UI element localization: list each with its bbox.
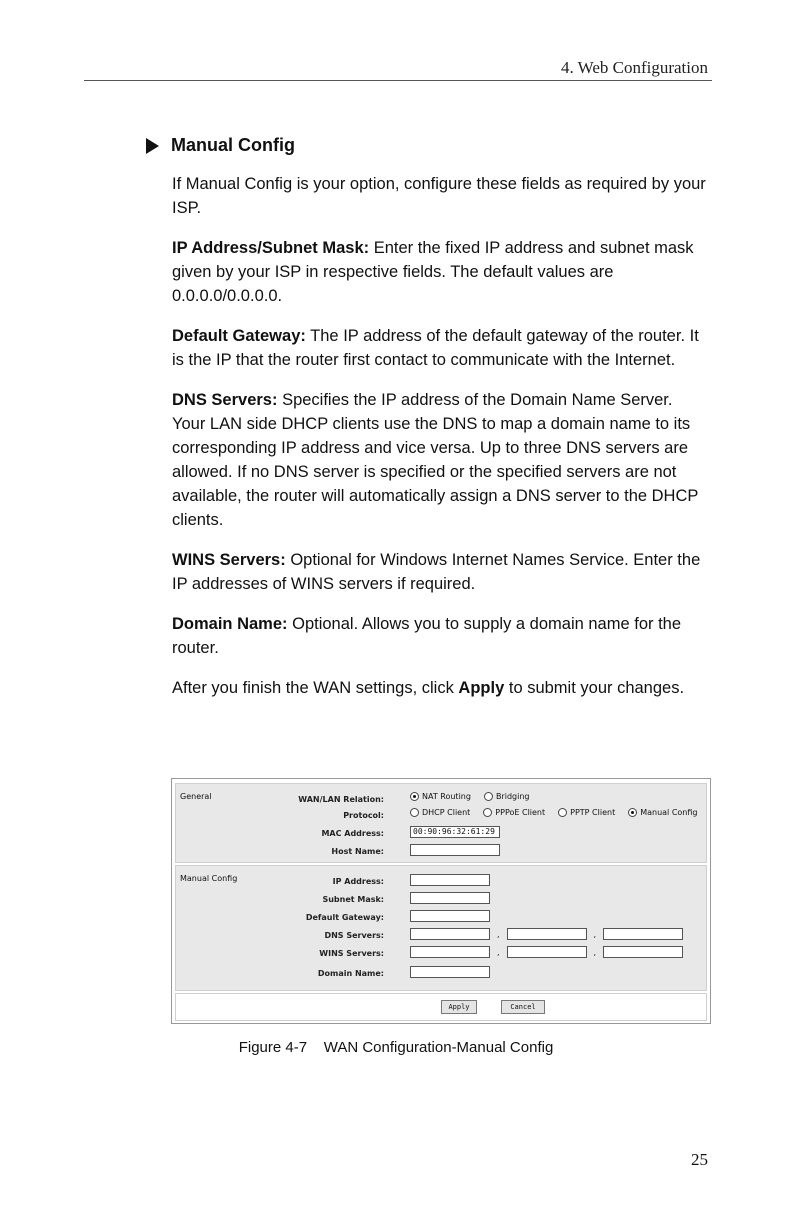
- default-gateway-input[interactable]: [410, 910, 490, 922]
- pppoe-client-option[interactable]: PPPoE Client: [483, 808, 545, 817]
- mac-address-input[interactable]: 00:90:96:32:61:29: [410, 826, 500, 838]
- dns-server-3-input[interactable]: [603, 928, 683, 940]
- section-heading: [146, 135, 706, 156]
- paragraph-dns-servers: DNS Servers: Specifies the IP address of the Domain Name Server. Your LAN side DHCP clients use the DNS to map a domain name to its corresponding IP address and vice versa. Up to three DNS servers are allowed. If no DNS server is specified or the specified servers are not available, the router will automatically assign a DNS server to the DHCP clients.: [172, 391, 699, 529]
- manual-config-option[interactable]: Manual Config: [628, 808, 697, 817]
- paragraph-intro: If Manual Config is your option, configure these fields as required by your ISP.: [172, 175, 706, 217]
- host-row: [176, 844, 706, 860]
- pptp-client-radio[interactable]: [558, 808, 567, 817]
- paragraph-ip-subnet: IP Address/Subnet Mask: Enter the fixed IP address and subnet mask given by your ISP in respective fields. The default values are 0.0.0.0/0.0.0.0.: [172, 239, 694, 305]
- mac-label: MAC Address:: [321, 829, 384, 838]
- domain-name-input[interactable]: [410, 966, 490, 978]
- subnet-row: [176, 892, 706, 908]
- domain-label: Domain Name:: [317, 969, 384, 978]
- nat-routing-radio[interactable]: [410, 792, 419, 801]
- wanlan-row: [176, 792, 706, 808]
- host-label: Host Name:: [331, 847, 384, 856]
- dns-row: DNS Servers: , ,: [176, 928, 706, 944]
- nat-routing-option[interactable]: NAT Routing: [410, 792, 471, 801]
- header-rule: [84, 80, 712, 81]
- wan-config-screenshot: [171, 778, 711, 1024]
- manual-panel-title: Manual Config: [180, 874, 238, 883]
- dns-label: DNS Servers:: [324, 931, 384, 940]
- apply-button[interactable]: Apply: [441, 1000, 477, 1014]
- general-panel-title: General: [180, 792, 212, 801]
- gateway-row: [176, 910, 706, 926]
- subnet-label: Subnet Mask:: [322, 895, 384, 904]
- section-body: [172, 172, 706, 700]
- host-name-input[interactable]: [410, 844, 500, 856]
- protocol-label: Protocol:: [343, 811, 384, 820]
- subnet-mask-input[interactable]: [410, 892, 490, 904]
- paragraph-wins-servers: WINS Servers: Optional for Windows Internet Names Service. Enter the IP addresses of WINS servers if required.: [172, 551, 701, 593]
- bridging-option[interactable]: Bridging: [484, 792, 530, 801]
- paragraph-default-gateway: Default Gateway: The IP address of the default gateway of the router. It is the IP that the router first contact to communicate with the Internet.: [172, 327, 699, 369]
- cancel-button[interactable]: Cancel: [501, 1000, 545, 1014]
- pppoe-client-radio[interactable]: [483, 808, 492, 817]
- term-default-gateway: Default Gateway:: [172, 327, 306, 345]
- paragraph-domain-name: Domain Name: Optional. Allows you to supply a domain name for the router.: [172, 615, 682, 657]
- manual-config-panel: [175, 865, 707, 991]
- dns-server-1-input[interactable]: [410, 928, 490, 940]
- dhcp-client-radio[interactable]: [410, 808, 419, 817]
- term-domain-name: Domain Name:: [172, 615, 288, 633]
- ip-label: IP Address:: [332, 877, 384, 886]
- figure-caption: Figure 4-7 WAN Configuration-Manual Config: [238, 1039, 554, 1056]
- protocol-row: [176, 808, 706, 824]
- play-arrow-icon: [146, 138, 159, 154]
- wins-server-2-input[interactable]: [507, 946, 587, 958]
- manual-config-section: [146, 135, 706, 716]
- wanlan-label: WAN/LAN Relation:: [298, 795, 384, 804]
- running-header: 4. Web Configuration: [560, 58, 708, 77]
- bridging-radio[interactable]: [484, 792, 493, 801]
- wins-server-3-input[interactable]: [603, 946, 683, 958]
- ip-row: [176, 874, 706, 890]
- button-bar: [175, 993, 707, 1021]
- general-panel: [175, 783, 707, 863]
- manual-config-radio[interactable]: [628, 808, 637, 817]
- pptp-client-option[interactable]: PPTP Client: [558, 808, 615, 817]
- paragraph-closing: After you finish the WAN settings, click Apply to submit your changes.: [172, 679, 685, 697]
- dns-server-2-input[interactable]: [507, 928, 587, 940]
- dhcp-client-option[interactable]: DHCP Client: [410, 808, 470, 817]
- mac-row: [176, 826, 706, 842]
- page-number: 25: [691, 1150, 708, 1169]
- term-ip-subnet: IP Address/Subnet Mask:: [172, 239, 370, 257]
- gateway-label: Default Gateway:: [305, 913, 384, 922]
- wins-row: WINS Servers: , ,: [176, 946, 706, 962]
- wins-label: WINS Servers:: [319, 949, 384, 958]
- domain-row: [176, 966, 706, 982]
- section-heading-text: Manual Config: [171, 135, 295, 155]
- term-wins-servers: WINS Servers:: [172, 551, 286, 569]
- wins-server-1-input[interactable]: [410, 946, 490, 958]
- ip-address-input[interactable]: [410, 874, 490, 886]
- term-dns-servers: DNS Servers:: [172, 391, 278, 409]
- apply-keyword: Apply: [458, 679, 505, 697]
